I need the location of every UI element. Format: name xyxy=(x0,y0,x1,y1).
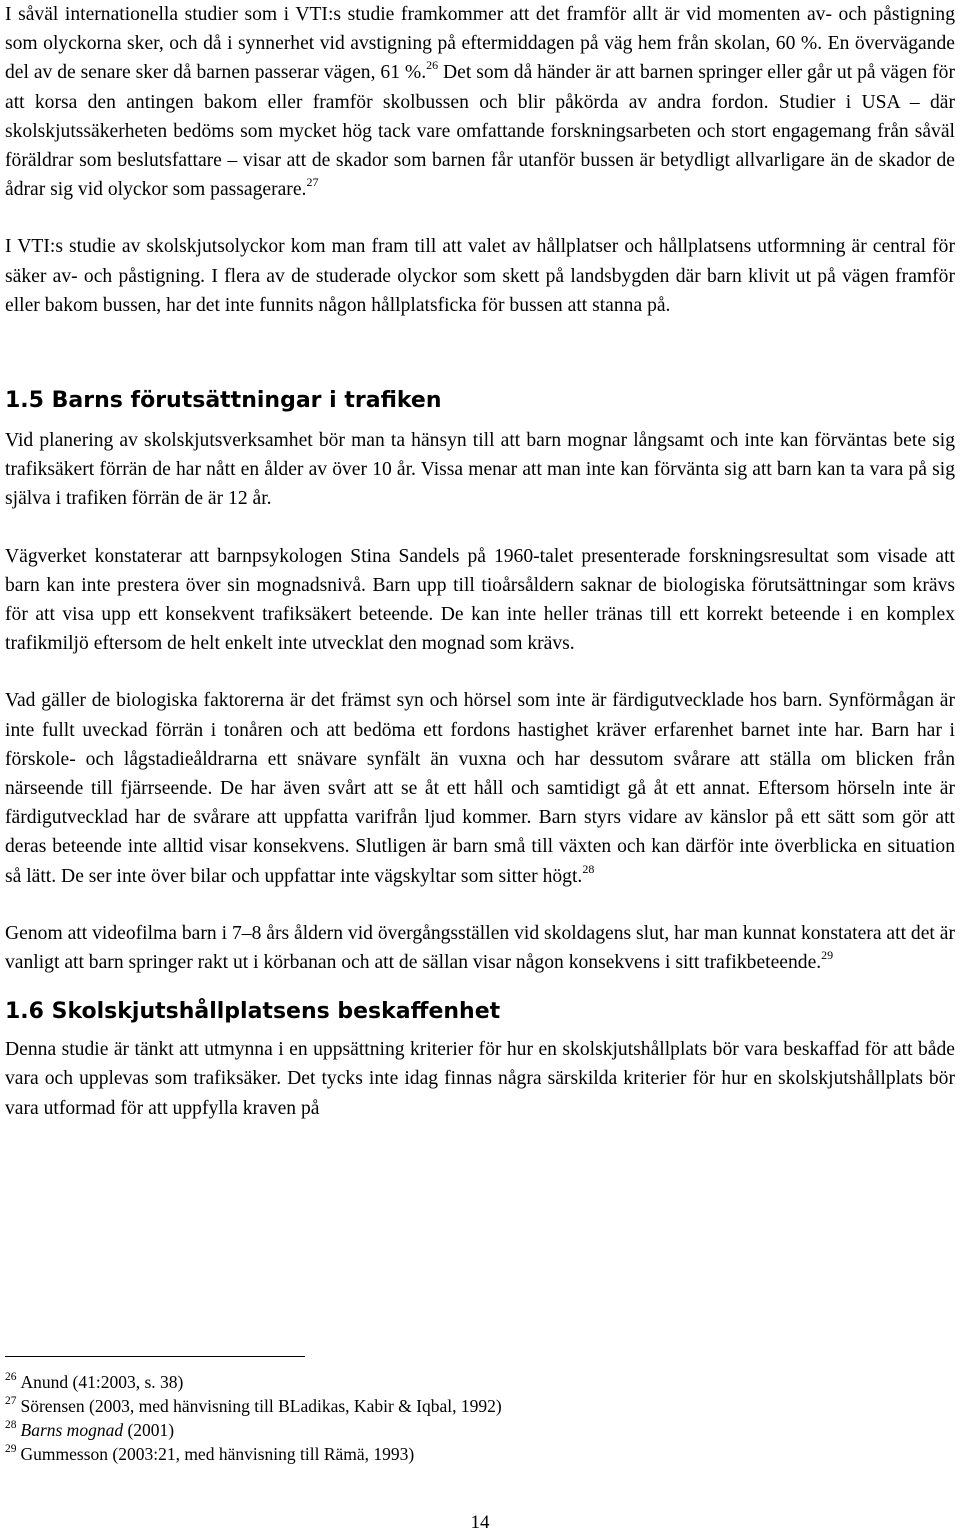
paragraph-4: Vägverket konstaterar att barnpsykologen Stina Sandels på 1960-talet presenterade forskningsresultat som visade att barn kan inte prestera över sin mognadsnivå. Barn upp till tioårsåldern saknar de biologiska förutsättningar som krävs för att visa upp ett konsekvent trafiksäkert beteende. De kan inte heller tränas till ett korrekt beteende i en komplex trafikmiljö eftersom de helt enkelt inte utvecklat den mognad som krävs. xyxy=(5,545,955,655)
paragraph-5: Vad gäller de biologiska faktorerna är det främst syn och hörsel som inte är färdigutvecklade hos barn. Synförmågan är inte fullt uveckad förrän i tonåren och att bedöma ett fordons hastighet kräver erfarenhet barnet inte har. Barn har i förskole- och lågstadieåldrarna ett snävare synfält än vuxna och har dessutom svårare att ställa om blicken från närseende till fjärrseende. De har även svårt att se åt ett håll och samtidigt gå åt ett annat. Eftersom hörseln inte är färdigutvecklad har de svårare att uppfatta varifrån ljud kommer. Barn styrs vidare av känslor på ett sätt som gör att deras beteende inte alltid visar konsekvens. Slutligen är barn små till växten och kan därför inte överblicka en situation så lätt. De ser inte över bilar och uppfattar inte vägskyltar som sitter högt.$^{28}$ xyxy=(5,690,955,887)
footnotes xyxy=(5,1370,705,1466)
footnote-ref-28[interactable]: 28 xyxy=(582,861,595,876)
footnote-29: $^{29}$ Gummesson (2003:21, med hänvisning till Rämä, 1993) xyxy=(5,1443,415,1464)
footnote-ref-27[interactable]: 27 xyxy=(306,175,319,190)
paragraph-6: Genom att videofilma barn i 7–8 års åldern vid övergångsställen vid skoldagens slut, har man kunnat konstatera att det är vanligt att barn springer rakt ut i körbanan och att de sällan visar någon konsekvens i sitt trafikbeteende.$^{29}$ xyxy=(5,922,955,974)
page-number: 14 xyxy=(470,1512,490,1533)
footnote-separator xyxy=(5,1356,305,1357)
footnote-ref-29[interactable]: 29 xyxy=(821,948,834,963)
document-page xyxy=(5,0,955,1123)
paragraph-1: I såväl internationella studier som i VTI:s studie framkommer att det framför allt är vid momenten av- och påstigning som olyckorna sker, och då i synnerhet vid avstigning på eftermiddagen på väg hem från skolan, 60 %. En övervägande del av de senare sker då barnen passerar vägen, 61 %.$^{26}$ Det som då händer är att barnen springer eller går ut på vägen för att korsa den antingen bakom eller framför skolbussen och blir påkörda av andra fordon. Studier i USA – där skolskjutssäkerheten bedöms som mycket hög tack vare omfattande forskningsarbeten och stort engagemang från såväl föräldrar som beslutsfattare – visar att de skador som barnen får utanför bussen är betydligt allvarligare än de skador de ådrar sig vid olyckor som passagerare.$^{27}$ xyxy=(5,4,955,201)
section-heading-1-6: 1.6 Skolskjutshållplatsens beskaffenhet xyxy=(5,999,501,1025)
section-heading-1-5: 1.5 Barns förutsättningar i trafiken xyxy=(5,388,442,414)
footnote-28: $^{28}$ Barns mognad (2001) xyxy=(5,1419,175,1440)
paragraph-2: I VTI:s studie av skolskjutsolyckor kom man fram till att valet av hållplatser och hållplatsens utformning är central för säker av- och påstigning. I flera av de studerade olyckor som skett på landsbygden där barn klivit ut på vägen framför eller bakom bussen, har det inte funnits någon hållplatsficka för bussen att stanna på. xyxy=(5,236,955,316)
paragraph-7: Denna studie är tänkt att utmynna i en uppsättning kriterier för hur en skolskjutshållplats bör vara beskaffad för att både vara och upplevas som trafiksäker. Det tycks inte idag finnas några särskilda kriterier för hur en skolskjutshållplats bör vara utformad för att uppfylla kraven på xyxy=(5,1039,955,1119)
paragraph-3: Vid planering av skolskjutsverksamhet bör man ta hänsyn till att barn mognar långsamt och inte kan förväntas bete sig trafiksäkert förrän de har nått en ålder av över 10 år. Vissa menar att man inte kan förvänta sig att barn kan ta vara på sig själva i trafiken förrän de är 12 år. xyxy=(5,430,955,510)
footnote-26: $^{26}$ Anund (41:2003, s. 38) xyxy=(5,1371,184,1392)
footnote-ref-26[interactable]: 26 xyxy=(426,58,439,73)
footnote-27: $^{27}$ Sörensen (2003, med hänvisning till BLadikas, Kabir & Iqbal, 1992) xyxy=(5,1395,502,1416)
